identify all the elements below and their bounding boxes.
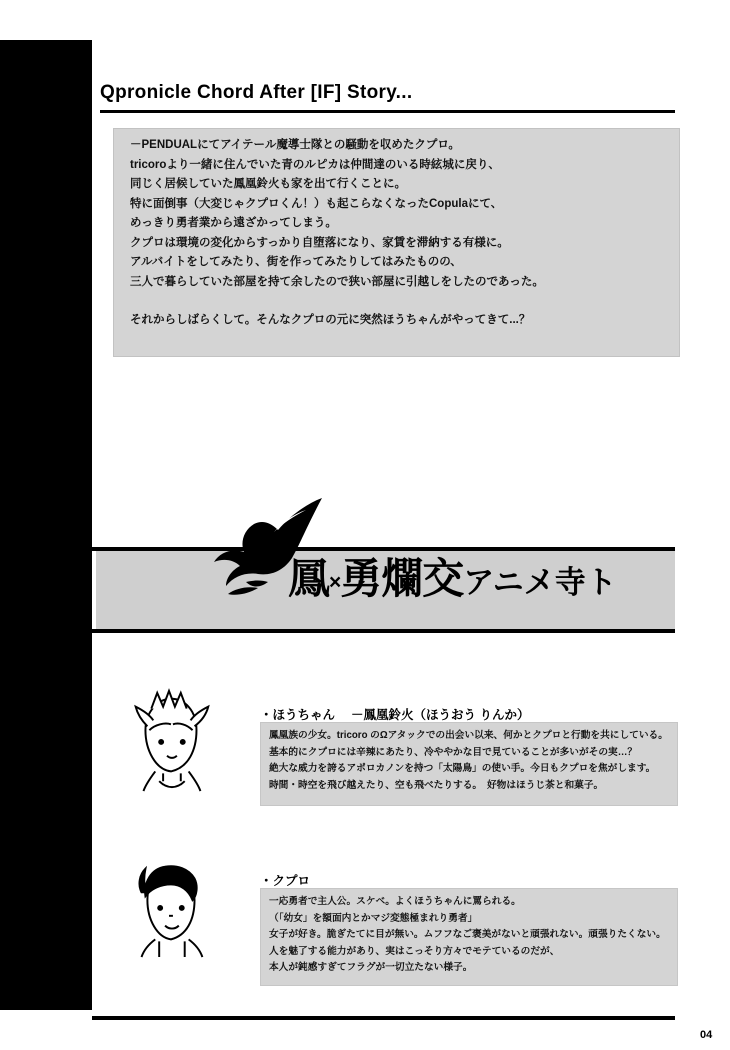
character-description-line: 鳳凰族の少女。tricoro のΩアタックでの出会い以来、何かとクプロと行動を共にしている。 <box>269 730 668 741</box>
story-text-block <box>130 136 675 331</box>
banner-rule-bottom <box>92 629 675 633</box>
character-description <box>260 888 678 986</box>
logo-kana-chars: アニメ寺ト <box>463 565 617 600</box>
page-spine-bar <box>0 0 92 1050</box>
story-line: クプロは環境の変化からすっかり自堕落になり、家賃を滞納する有様に。 <box>130 236 509 249</box>
story-line: 三人で暮らしていた部屋を持て余したので狭い部屋に引越しをしたのであった。 <box>130 275 544 288</box>
story-line: 同じく居候していた鳳凰鈴火も家を出て行くことに。 <box>130 178 406 190</box>
story-spacer <box>130 292 675 311</box>
character-name: ・クプロ <box>260 874 311 888</box>
logo-cross-char: × <box>329 571 341 594</box>
character-name: ・ほうちゃん －鳳凰鈴火（ほうおう りんか） <box>260 708 530 722</box>
character-description-line: 基本的にクプロには辛辣にあたり、冷ややかな目で見ていることが多いがその実…？ <box>269 746 638 758</box>
character-description <box>260 722 678 806</box>
banner-logo-text <box>288 555 617 604</box>
character-description-line: 一応勇者で主人公。スケベ。よくほうちゃんに罵られる。 <box>269 896 521 907</box>
character-description-line: 人を魅了する能力があり、実はこっそり方々でモテているのだが、 <box>269 945 560 957</box>
story-line: めっきり勇者業から遠ざかってしまう。 <box>130 217 337 229</box>
story-line: アルバイトをしてみたり、街を作ってみたりしてはみたものの、 <box>130 256 462 268</box>
houchan-portrait-icon <box>115 686 225 796</box>
story-line: －PENDUALにてアイテール魔導士隊との騒動を収めたクプロ。 <box>130 139 460 151</box>
character-description-line: 絶大な威力を誇るアポロカノンを持つ「太陽鳥」の使い手。今日もクプロを焦がします。 <box>269 763 656 774</box>
spine-top-notch <box>0 0 92 40</box>
qupuro-portrait-icon <box>115 852 225 962</box>
story-heading: Qpronicle Chord After [IF] Story... <box>100 82 413 103</box>
story-closing-line: それからしばらくして。そんなクプロの元に突然ほうちゃんがやってきて...？ <box>130 314 531 326</box>
logo-sub-chars: 勇爛交 <box>340 555 464 602</box>
page-bottom-rule <box>92 1016 675 1020</box>
logo-main-char: 鳳 <box>288 555 330 602</box>
story-line: tricoroより一緒に住んでいた青のルピカは仲間達のいる時絃城に戻り、 <box>130 158 500 171</box>
character-description-line: 時間・時空を飛び越えたり、空も飛べたりする。 好物はほうじ茶と和菓子。 <box>269 779 604 791</box>
story-line: 特に面倒事（大変じゃクプロくん！）も起こらなくなったCopulaにて、 <box>130 197 503 210</box>
spine-bottom-notch <box>0 1010 92 1050</box>
page-number: 04 <box>700 1029 713 1041</box>
story-heading-rule <box>100 110 675 113</box>
character-description-line: 女子が好き。脆ぎたてに目が無い。ムフフなご褒美がないと頑張れない。頑張りたくない。 <box>269 929 666 940</box>
character-description-line: （「幼女」を額面内とかマジ変態極まれり勇者」 <box>269 912 478 924</box>
character-description-line: 本人が鈍感すぎてフラグが一切立たない様子。 <box>269 962 473 973</box>
